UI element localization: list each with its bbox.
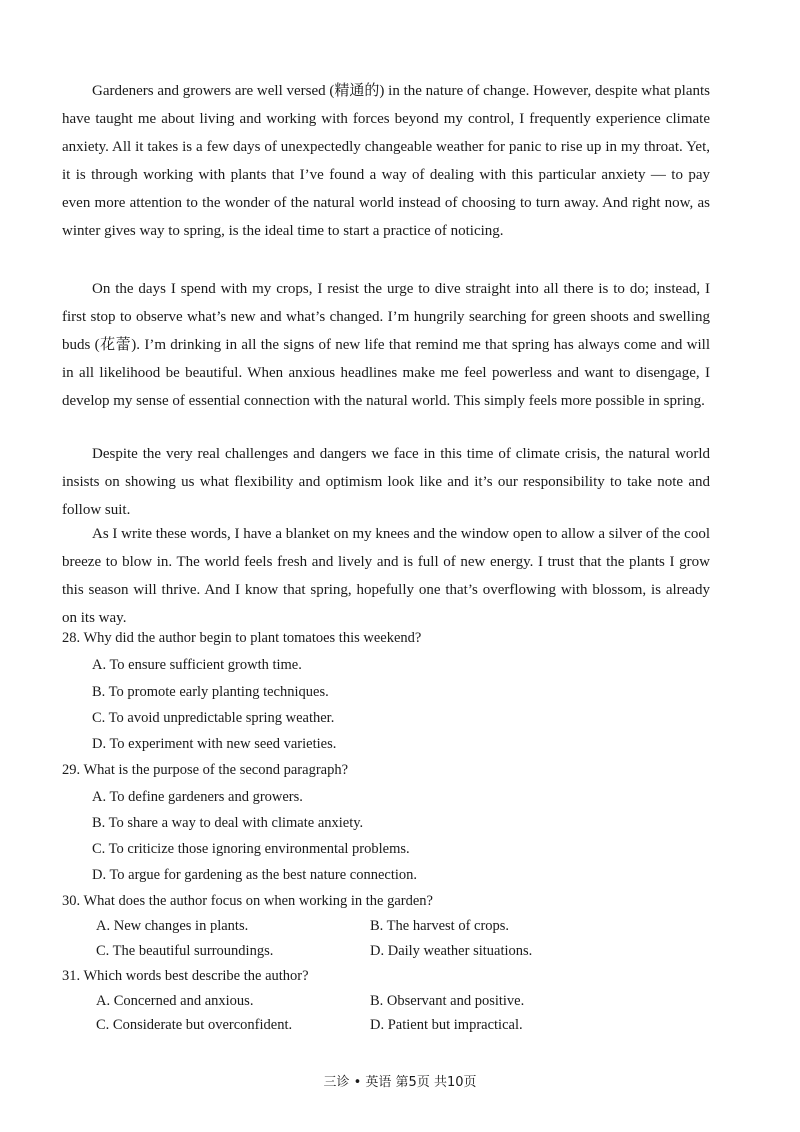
- question-29-option-b: B. To share a way to deal with climate anxiety.: [92, 815, 364, 831]
- question-28-option-a: A. To ensure sufficient growth time.: [92, 657, 302, 673]
- question-30-stem: 30. What does the author focus on when working in the garden?: [62, 893, 433, 909]
- question-30-option-d: D. Daily weather situations.: [370, 943, 533, 959]
- question-31-stem: 31. Which words best describe the author?: [62, 968, 309, 984]
- question-28-option-c: C. To avoid unpredictable spring weather.: [92, 710, 335, 726]
- question-31-option-c: C. Considerate but overconfident.: [96, 1017, 293, 1033]
- question-28-stem: 28. Why did the author begin to plant tomatoes this weekend?: [62, 630, 422, 646]
- passage-paragraph-4: As I write these words, I have a blanket on my knees and the window open to allow a silver of the cool breeze to blow in. The world feels fresh and lively and is full of new energy. I trust that the plants I grow this season will thrive. And I know that spring, hopefully one that’s overflowing with blossom, is already on its way.: [62, 526, 710, 626]
- passage-paragraph-2: On the days I spend with my crops, I resist the urge to dive straight into all there is to do; instead, I first stop to observe what’s new and what’s changed. I’m hungrily searching for green shoots and swelling buds (花蕾). I’m drinking in all the signs of new life that remind me that spring has always come and will in all likelihood be beautiful. When anxious headlines make me feel powerless and want to disengage, I develop my sense of essential connection with the natural world. This simply feels more possible in spring.: [62, 281, 710, 409]
- question-30-option-c: C. The beautiful surroundings.: [96, 943, 274, 959]
- question-29-stem: 29. What is the purpose of the second paragraph?: [62, 762, 349, 778]
- page-footer: 三诊 • 英语 第5页 共10页: [323, 1075, 477, 1090]
- question-28-option-b: B. To promote early planting techniques.: [92, 684, 329, 700]
- question-29-option-a: A. To define gardeners and growers.: [92, 789, 303, 805]
- question-30-option-a: A. New changes in plants.: [96, 918, 249, 934]
- question-29-option-d: D. To argue for gardening as the best nature connection.: [92, 867, 417, 883]
- question-28-option-d: D. To experiment with new seed varieties.: [92, 736, 337, 752]
- question-31-option-a: A. Concerned and anxious.: [96, 993, 254, 1009]
- passage-paragraph-3: Despite the very real challenges and dangers we face in this time of climate crisis, the natural world insists on showing us what flexibility and optimism look like and it’s our responsibility to take note and follow suit.: [62, 446, 710, 518]
- question-30-option-b: B. The harvest of crops.: [370, 918, 510, 934]
- question-29-option-c: C. To criticize those ignoring environmental problems.: [92, 841, 410, 857]
- question-31-option-d: D. Patient but impractical.: [370, 1017, 523, 1033]
- question-31-option-b: B. Observant and positive.: [370, 993, 525, 1009]
- passage-paragraph-1: Gardeners and growers are well versed (精通的) in the nature of change. However, despite what plants have taught me about living and working with forces beyond my control, I frequently experience climate anxiety. All it takes is a few days of unexpectedly changeable weather for panic to rise up in my throat. Yet, it is through working with plants that I’ve found a way of dealing with this particular anxiety — to pay even more attention to the wonder of the natural world instead of choosing to turn away. And right now, as winter gives way to spring, is the ideal time to start a practice of noticing.: [62, 83, 710, 239]
